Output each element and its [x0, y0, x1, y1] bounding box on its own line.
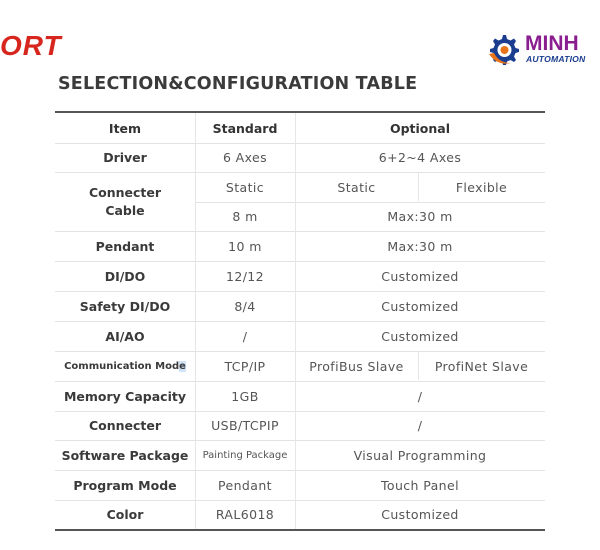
- row-optional: Customized: [381, 507, 459, 522]
- row-standard: RAL6018: [215, 507, 275, 522]
- page-title: SELECTION&CONFIGURATION TABLE: [58, 74, 418, 94]
- row-standard: TCP/IP: [224, 358, 266, 374]
- row-item: Connecter: [88, 418, 162, 433]
- gear-icon: [485, 32, 521, 68]
- row-optional: Customized: [381, 298, 459, 314]
- row-optional: Visual Programming: [353, 447, 487, 463]
- row-standard: /: [242, 328, 248, 344]
- row-item: Program Mode: [73, 477, 177, 493]
- row-optional: ProfiBus Slave: [309, 358, 404, 374]
- brand-logo-fragment: ORT: [0, 30, 62, 61]
- row-standard: Pendant: [218, 477, 272, 493]
- row-optional: Customized: [381, 268, 459, 284]
- row-standard: 8 m: [232, 209, 258, 224]
- row-standard: 12/12: [225, 268, 265, 284]
- row-optional: Static: [337, 179, 376, 195]
- row-item: [55, 351, 195, 381]
- configuration-table: [55, 111, 545, 531]
- row-optional: Max:30 m: [387, 238, 453, 254]
- row-item: Software Package: [61, 447, 189, 463]
- row-item: Pendant: [95, 238, 155, 254]
- row-optional: /: [417, 388, 423, 404]
- table-bottom-rule: [55, 529, 545, 531]
- row-standard: 1GB: [231, 388, 259, 404]
- text-selection-highlight: e: [179, 360, 186, 372]
- row-standard: USB/TCPIP: [211, 418, 279, 433]
- header-optional: Optional: [389, 120, 451, 136]
- row-item: Safety DI/DO: [79, 298, 171, 314]
- header-item: Item: [108, 120, 142, 136]
- row-optional: Max:30 m: [387, 209, 453, 224]
- row-standard: 6 Axes: [222, 150, 268, 165]
- row-optional: Customized: [381, 328, 459, 344]
- row-item: Color: [106, 507, 144, 522]
- minh-automation-logo: [485, 30, 600, 70]
- row-optional: Flexible: [455, 179, 508, 195]
- row-standard: Static: [225, 179, 265, 195]
- row-item: Driver: [103, 150, 147, 165]
- row-optional: /: [417, 418, 423, 433]
- row-item: Connecter Cable: [88, 184, 162, 218]
- row-standard: 10 m: [228, 238, 262, 254]
- row-standard: Painting Package: [202, 449, 288, 461]
- row-item-text: Communication Mod: [64, 360, 180, 372]
- row-standard: 8/4: [234, 298, 256, 314]
- logo-subtitle: AUTOMATION: [526, 54, 586, 64]
- row-optional: ProfiNet Slave: [434, 358, 529, 374]
- row-optional: Touch Panel: [381, 477, 459, 493]
- header-standard: Standard: [212, 120, 278, 136]
- row-item: Memory Capacity: [63, 388, 186, 404]
- row-item: AI/AO: [105, 328, 145, 344]
- row-item: DI/DO: [104, 268, 146, 284]
- row-optional: 6+2~4 Axes: [378, 150, 462, 165]
- logo-word: MINH: [525, 32, 579, 55]
